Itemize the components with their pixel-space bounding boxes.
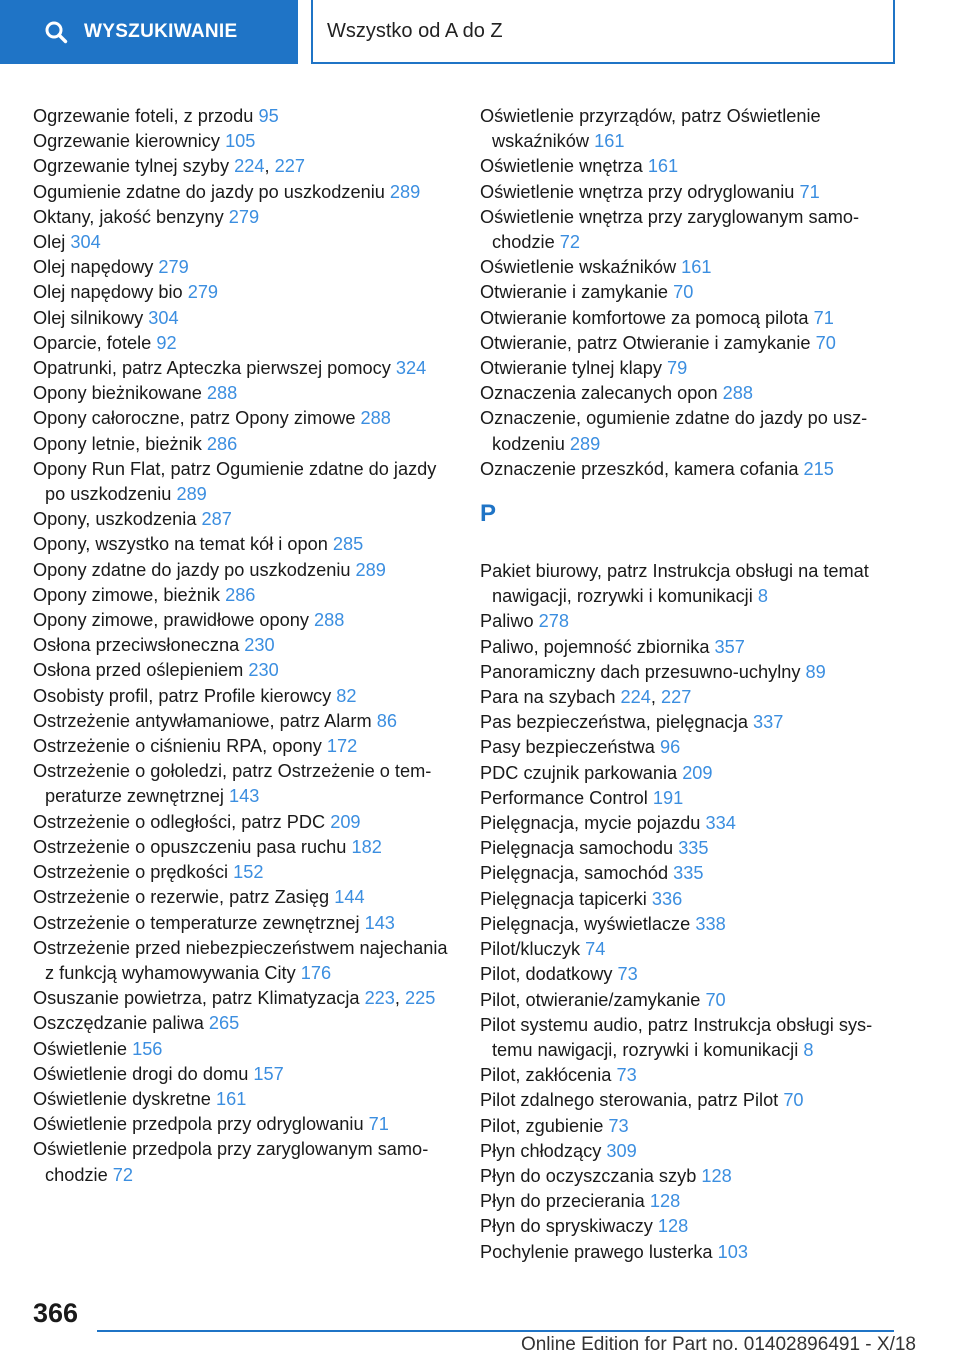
page-link[interactable]: 74: [585, 939, 606, 960]
page-link[interactable]: 144: [334, 887, 365, 908]
page-link[interactable]: 105: [225, 131, 256, 152]
page-link[interactable]: 71: [799, 181, 820, 202]
page-number: 366: [33, 1298, 79, 1328]
index-entry-text: Oświetlenie wnętrza przy zaryglowanym samochodzie: [480, 206, 860, 253]
index-entry-text: Oznaczenie przeszkód, kamera cofania: [480, 458, 799, 479]
index-entry-text: Ostrzeżenie o odległości, patrz PDC: [33, 811, 326, 832]
index-entry-text: Płyn do oczyszczania szyb: [480, 1165, 697, 1186]
index-entry: [480, 735, 900, 760]
index-entry: [33, 1062, 453, 1087]
page-link[interactable]: 92: [156, 332, 177, 353]
index-entry: [480, 710, 900, 735]
page-link[interactable]: 334: [705, 813, 736, 834]
page-link[interactable]: 79: [667, 358, 688, 379]
index-entry-text: Ogrzewanie foteli, z przodu: [33, 106, 254, 126]
index-entry: [480, 306, 900, 331]
index-entry: [33, 532, 453, 557]
index-entry-text: Pielęgnacja tapicerki: [480, 888, 647, 909]
index-entry: [33, 381, 453, 406]
index-entry-text: Oszczędzanie paliwa: [33, 1013, 204, 1034]
page-link[interactable]: 279: [187, 282, 219, 303]
index-entry: [480, 104, 900, 154]
index-entry: [33, 1037, 453, 1062]
index-entry: [33, 860, 453, 885]
index-entry: [480, 356, 900, 381]
index-entry: [33, 406, 453, 431]
index-entry: [33, 180, 453, 205]
search-button-label: WYSZUKIWANIE: [84, 21, 238, 42]
index-entry-text: Ogumienie zdatne do jazdy po uszkodzeniu: [33, 181, 385, 202]
index-entry: [480, 861, 900, 886]
index-entry-text: Oświetlenie drogi do domu: [33, 1063, 249, 1084]
index-entry: [480, 1139, 900, 1164]
index-entry: [33, 885, 453, 910]
index-entry-text: Ostrzeżenie o temperaturze zewnętrznej: [33, 912, 360, 933]
page-link[interactable]: 128: [649, 1191, 681, 1212]
page-link[interactable]: 128: [657, 1216, 689, 1237]
search-button[interactable]: [0, 0, 298, 64]
index-entry-text: Pilot systemu audio, patrz Instrukcja obsługi systemu nawigacji, rozrywki i komunikacji: [480, 1014, 873, 1060]
page-link[interactable]: 95: [258, 106, 279, 126]
index-entry: [480, 457, 900, 482]
page-link[interactable]: 289: [176, 484, 207, 505]
index-entry: [33, 280, 453, 305]
index-entry-text: Oświetlenie przedpola przy odryglowaniu: [33, 1114, 364, 1135]
page-link[interactable]: 209: [682, 762, 713, 783]
page-link[interactable]: 288: [360, 408, 391, 429]
page-link[interactable]: 73: [616, 1065, 637, 1086]
index-entry: [480, 660, 900, 685]
top-navigation-bar: [0, 0, 960, 66]
index-entry: [480, 1088, 900, 1113]
page-link[interactable]: 8: [803, 1039, 814, 1060]
page-link[interactable]: 288: [314, 610, 345, 631]
index-entry-text: Płyn do przecierania: [480, 1191, 645, 1212]
index-entry: [33, 457, 453, 507]
index-entry: [33, 911, 453, 936]
index-entry-text: Osłona przeciwsłoneczna: [33, 635, 240, 656]
page-link[interactable]: 96: [659, 737, 681, 758]
index-entry: [33, 1011, 453, 1036]
index-entry: [480, 1063, 900, 1088]
page-link[interactable]: 335: [678, 838, 709, 859]
index-entry: [480, 786, 900, 811]
index-entry: [33, 583, 453, 608]
page-link[interactable]: 161: [681, 257, 712, 278]
page-link[interactable]: 289: [355, 559, 386, 580]
index-entry-text: Opony zimowe, prawidłowe opony: [33, 610, 309, 631]
index-entry-text: Oświetlenie wnętrza: [480, 156, 643, 177]
page-link[interactable]: 223: [364, 988, 395, 1009]
page-link[interactable]: 176: [300, 962, 332, 983]
index-entry: [33, 1112, 453, 1137]
index-entry-text: Opony całoroczne, patrz Opony zimowe: [33, 408, 356, 429]
index-entry: [33, 608, 453, 633]
index-entry: [480, 912, 900, 937]
index-entry-text: Osobisty profil, patrz Profile kierowcy: [33, 685, 332, 706]
index-entry-text: Ostrzeżenie o gołoledzi, patrz Ostrzeżenie o temperaturze zewnętrznej: [33, 761, 432, 807]
index-group-o: [480, 104, 900, 482]
index-entry-text: Ostrzeżenie o prędkości: [33, 862, 229, 883]
index-entry: [480, 1013, 900, 1063]
page-link[interactable]: 324: [395, 358, 427, 379]
index-entry-text: Oparcie, fotele: [33, 332, 152, 353]
page-link[interactable]: 279: [228, 206, 260, 227]
section-title: Wszystko od A do Z: [327, 19, 503, 42]
index-entry-text: Pasy bezpieczeństwa: [480, 737, 655, 758]
index-entry-text: Olej: [33, 232, 66, 253]
index-entry: [33, 1137, 453, 1187]
index-entry: [33, 558, 453, 583]
page-link[interactable]: 278: [538, 611, 569, 632]
index-entry-text: Ostrzeżenie przed niebezpieczeństwem najechania z funkcją wyhamowywania City: [33, 937, 448, 983]
page-link[interactable]: 86: [376, 710, 397, 731]
page-link[interactable]: 338: [695, 913, 726, 934]
page-link[interactable]: 336: [651, 888, 683, 909]
index-entry-text: Opatrunki, patrz Apteczka pierwszej pomocy: [33, 358, 391, 379]
page-link[interactable]: 304: [148, 307, 179, 328]
index-entry: [33, 734, 453, 759]
index-entry-text: Opony zimowe, bieżnik: [33, 584, 221, 605]
page-link[interactable]: 279: [158, 257, 189, 278]
index-entry: [480, 887, 900, 912]
index-entry-text: Performance Control: [480, 787, 648, 808]
index-entry-text: Pielęgnacja samochodu: [480, 838, 674, 859]
index-entry: Osuszanie powietrza, patrz Klimatyzacja 223, 225: [33, 988, 436, 1009]
page-link[interactable]: 286: [225, 584, 256, 605]
page-link[interactable]: 289: [389, 181, 421, 202]
page-link[interactable]: 225: [405, 988, 436, 1009]
index-entry-text: Opony letnie, bieżnik: [33, 433, 202, 454]
index-entry: [33, 759, 453, 809]
index-entry-text: Oznaczenia zalecanych opon: [480, 383, 718, 404]
index-entry-text: Oświetlenie przedpola przy zaryglowanym samochodzie: [33, 1139, 429, 1185]
index-entry-text: Opony, wszystko na temat kół i opon: [33, 534, 328, 555]
index-entry: [480, 154, 900, 179]
page-link[interactable]: 224: [234, 156, 265, 177]
index-entry: [480, 559, 900, 609]
index-entry: [33, 507, 453, 532]
page-link[interactable]: 128: [701, 1165, 732, 1186]
index-entry-text: PDC czujnik parkowania: [480, 762, 678, 783]
index-entry: Ogrzewanie tylnej szyby 224, 227: [33, 156, 305, 177]
index-entry-text: Pas bezpieczeństwa, pielęgnacja: [480, 712, 748, 733]
page-link[interactable]: 172: [326, 736, 358, 757]
index-entry-text: Paliwo: [480, 611, 534, 632]
section-letter-heading: P: [480, 500, 497, 528]
index-entry: [33, 356, 453, 381]
index-entry-text: Oświetlenie dyskretne: [33, 1088, 211, 1109]
page-link[interactable]: 70: [783, 1090, 804, 1111]
page-link[interactable]: 143: [229, 786, 260, 807]
index-entry: [33, 684, 453, 709]
index-entry-text: Oświetlenie przyrządów, patrz Oświetlenie wskaźników: [480, 106, 821, 152]
page-link[interactable]: 288: [722, 383, 754, 404]
page-link[interactable]: 230: [244, 635, 275, 656]
index-entry-text: Osuszanie powietrza, patrz Klimatyzacja: [33, 988, 360, 1009]
index-entry-text: Ostrzeżenie o opuszczeniu pasa ruchu: [33, 836, 347, 857]
index-entry-text: Pilot/kluczyk: [480, 939, 581, 960]
page-link[interactable]: 227: [661, 687, 692, 708]
index-entry-text: Ostrzeżenie o rezerwie, patrz Zasięg: [33, 887, 330, 908]
search-icon: [44, 20, 68, 44]
index-entry-text: Oznaczenie, ogumienie zdatne do jazdy po uszkodzeniu: [480, 408, 868, 454]
page-link[interactable]: 103: [717, 1241, 748, 1262]
page-link[interactable]: 161: [647, 156, 679, 177]
index-entry: [480, 962, 900, 987]
index-group-p: [480, 559, 900, 1265]
page-link[interactable]: 71: [368, 1114, 389, 1135]
page-link[interactable]: 285: [332, 534, 364, 555]
index-entry-text: Pielęgnacja, wyświetlacze: [480, 913, 691, 934]
index-entry: [480, 406, 900, 456]
page-link[interactable]: 227: [274, 156, 305, 177]
footer-divider: [97, 1330, 894, 1332]
page-link[interactable]: 72: [112, 1164, 133, 1185]
index-entry-text: Osłona przed oślepieniem: [33, 660, 244, 681]
page-link[interactable]: 191: [652, 787, 684, 808]
page-link[interactable]: 209: [330, 811, 361, 832]
page-link[interactable]: 82: [336, 685, 357, 706]
section-title-tab[interactable]: [311, 0, 895, 64]
index-entry: [33, 810, 453, 835]
index-entry: [33, 205, 453, 230]
page-link[interactable]: 8: [757, 586, 768, 607]
index-entry-text: Opony Run Flat, patrz Ogumienie zdatne do jazdy po uszkodzeniu: [33, 458, 437, 505]
page-link[interactable]: 287: [201, 509, 232, 530]
page-link[interactable]: 70: [705, 989, 726, 1010]
index-entry: [33, 633, 453, 658]
index-entry-text: Pielęgnacja, samochód: [480, 863, 669, 884]
page-link[interactable]: 89: [805, 661, 826, 682]
index-entry-text: Pakiet biurowy, patrz Instrukcja obsługi na temat nawigacji, rozrywki i komunikacji: [480, 561, 869, 607]
index-entry-text: Pilot, otwieranie/zamykanie: [480, 989, 701, 1010]
index-entry-text: Oświetlenie: [33, 1038, 128, 1059]
index-entry: [33, 255, 453, 280]
index-entry-text: Paliwo, pojemność zbiornika: [480, 636, 710, 657]
index-entry: [480, 609, 900, 634]
page-link[interactable]: 182: [351, 836, 382, 857]
page-link[interactable]: 156: [132, 1038, 163, 1059]
page-link[interactable]: 161: [215, 1088, 247, 1109]
index-entry-text: Pilot zdalnego sterowania, patrz Pilot: [480, 1090, 779, 1111]
index-entry: [480, 988, 900, 1013]
index-column-right: [480, 104, 900, 1265]
page-link[interactable]: 71: [813, 307, 834, 328]
index-entry-text: Płyn do spryskiwaczy: [480, 1216, 653, 1237]
index-entry: [480, 635, 900, 660]
index-entry: [480, 1114, 900, 1139]
page-link[interactable]: 224: [620, 687, 651, 708]
index-entry: [480, 1240, 900, 1265]
page-link[interactable]: 288: [206, 383, 238, 404]
page-link[interactable]: 73: [608, 1115, 629, 1136]
index-entry-text: Opony bieżnikowane: [33, 383, 202, 404]
page-link[interactable]: 337: [753, 712, 784, 733]
index-entry: [480, 1189, 900, 1214]
index-entry: [33, 331, 453, 356]
index-entry-text: Oświetlenie wskaźników: [480, 257, 677, 278]
page-link[interactable]: 215: [803, 458, 834, 479]
index-entry-text: Olej napędowy bio: [33, 282, 183, 303]
page-link[interactable]: 72: [559, 232, 580, 253]
index-entry: [33, 709, 453, 734]
page-link[interactable]: 309: [606, 1140, 637, 1161]
index-entry: [480, 205, 900, 255]
page-link[interactable]: 70: [673, 282, 694, 303]
index-entry: [480, 381, 900, 406]
page-link[interactable]: 230: [248, 660, 279, 681]
index-entry: [33, 1087, 453, 1112]
index-entry: [480, 761, 900, 786]
page-link[interactable]: 152: [233, 862, 264, 883]
index-entry: [480, 255, 900, 280]
index-entry-text: Pilot, zakłócenia: [480, 1065, 612, 1086]
page-link[interactable]: 161: [594, 131, 625, 152]
index-entry-text: Pilot, zgubienie: [480, 1115, 604, 1136]
page-link[interactable]: 335: [673, 863, 704, 884]
index-entry: [480, 180, 900, 205]
index-entry-text: Otwieranie, patrz Otwieranie i zamykanie: [480, 332, 811, 353]
index-entry-text: Oktany, jakość benzyny: [33, 206, 224, 227]
index-entry: [33, 432, 453, 457]
index-entry: [33, 230, 453, 255]
footer-edition-text: Online Edition for Part no. 01402896491 - X/18: [520, 1334, 916, 1355]
index-entry: [480, 331, 900, 356]
index-entry-text: Otwieranie i zamykanie: [480, 282, 669, 303]
page-link[interactable]: 143: [364, 912, 395, 933]
index-column-left: [33, 104, 453, 1188]
index-entry-text: Olej silnikowy: [33, 307, 144, 328]
page-link[interactable]: 286: [206, 433, 238, 454]
index-entry-text: Ogrzewanie tylnej szyby: [33, 156, 230, 177]
index-entry: [33, 936, 453, 986]
index-entry: Para na szybach 224, 227: [480, 687, 692, 708]
index-entry: [480, 836, 900, 861]
index-entry: [480, 811, 900, 836]
index-entry-text: Pilot, dodatkowy: [480, 964, 613, 985]
index-entry-text: Ostrzeżenie o ciśnieniu RPA, opony: [33, 736, 322, 757]
page-link[interactable]: 157: [253, 1063, 284, 1084]
index-entry: [480, 1164, 900, 1189]
page-link[interactable]: 70: [815, 332, 836, 353]
index-entry-text: Opony, uszkodzenia: [33, 509, 197, 530]
index-entry: [33, 658, 453, 683]
index-entry-text: Otwieranie tylnej klapy: [480, 358, 662, 379]
index-entry: [480, 937, 900, 962]
index-entry: [480, 280, 900, 305]
index-entry-text: Olej napędowy: [33, 257, 154, 278]
index-entry-text: Opony zdatne do jazdy po uszkodzeniu: [33, 559, 351, 580]
index-entry-text: Para na szybach: [480, 687, 616, 708]
page-link[interactable]: 304: [70, 232, 101, 253]
page-link[interactable]: 73: [617, 964, 638, 985]
index-entry: [33, 835, 453, 860]
index-entry-text: Ogrzewanie kierownicy: [33, 131, 220, 152]
page-link[interactable]: 289: [569, 433, 601, 454]
index-entry-text: Oświetlenie wnętrza przy odryglowaniu: [480, 181, 795, 202]
index-entry-text: Pochylenie prawego lusterka: [480, 1241, 713, 1262]
index-entry: [33, 129, 453, 154]
index-entry-text: Płyn chłodzący: [480, 1140, 602, 1161]
index-entry: [480, 1214, 900, 1239]
index-entry-text: Otwieranie komfortowe za pomocą pilota: [480, 307, 809, 328]
index-entry-text: Panoramiczny dach przesuwno-uchylny: [480, 661, 801, 682]
index-entry: [33, 104, 453, 129]
index-entry-text: Pielęgnacja, mycie pojazdu: [480, 813, 701, 834]
index-entry-text: Ostrzeżenie antywłamaniowe, patrz Alarm: [33, 710, 372, 731]
index-entry: [33, 306, 453, 331]
page-link[interactable]: 357: [714, 636, 745, 657]
page-link[interactable]: 265: [208, 1013, 240, 1034]
